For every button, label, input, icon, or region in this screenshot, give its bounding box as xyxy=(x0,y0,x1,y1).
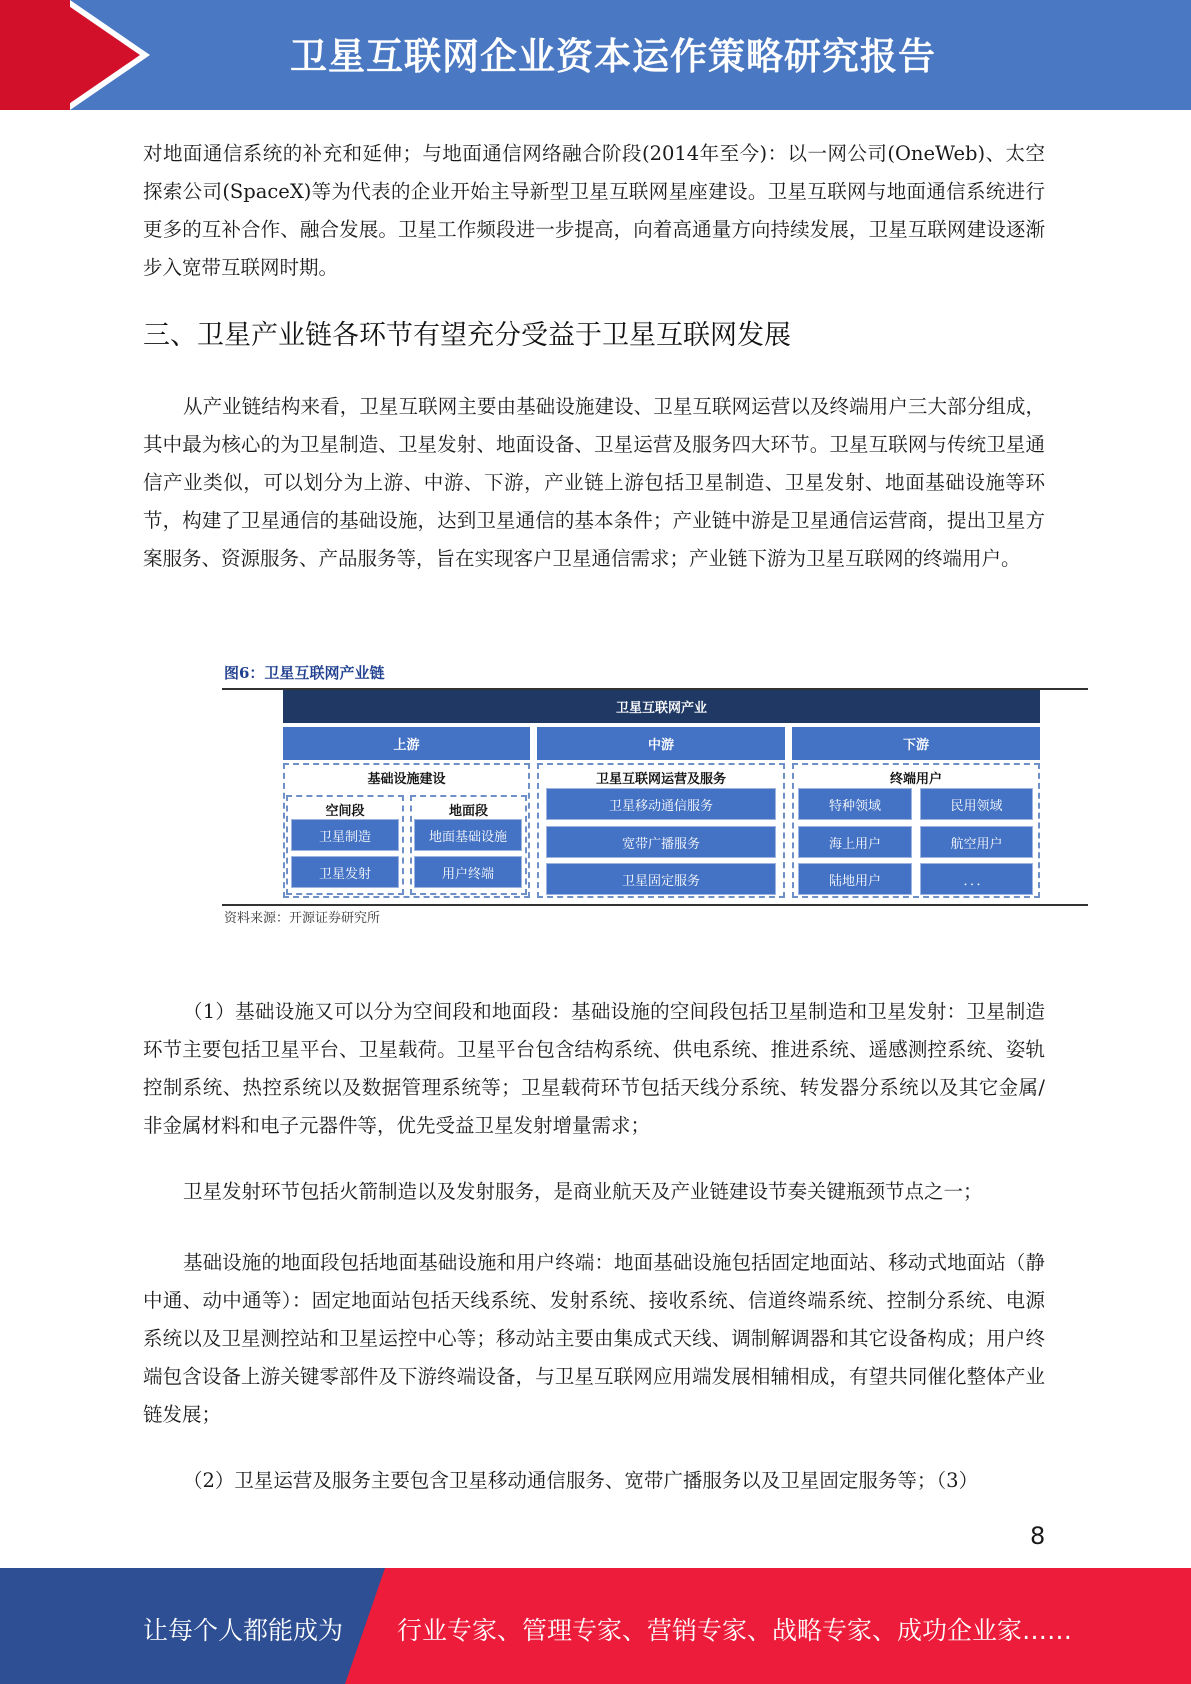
satellite-launch-box: 卫星发射 xyxy=(291,856,399,888)
figure-bottom-rule xyxy=(222,904,1088,906)
figure-source: 资料来源：开源证券研究所 xyxy=(224,911,381,926)
page-header xyxy=(0,0,1191,110)
special-field-box: 特种领域 xyxy=(798,788,912,820)
footer-blue-slant xyxy=(345,1568,385,1684)
ground-infrastructure-box: 地面基础设施 xyxy=(414,819,522,851)
page-footer xyxy=(0,1568,1191,1684)
paragraph-5-block xyxy=(143,1244,1045,1434)
paragraph-4-block xyxy=(143,1173,1045,1211)
paragraph-6: （2）卫星运营及服务主要包含卫星移动通信服务、宽带广播服务以及卫星固定服务等；（3） xyxy=(183,1469,979,1492)
infra-label: 基础设施建设 xyxy=(367,772,446,787)
chain-top-box: 卫星互联网产业 xyxy=(283,690,1040,723)
ground-segment-label: 地面段 xyxy=(448,804,488,819)
footer-slogan-left: 让每个人都能成为 xyxy=(143,1616,344,1645)
paragraph-1: 对地面通信系统的补充和延伸；与地面通信网络融合阶段(2014年至今)：以一网公司(OneWeb)、太空探索公司(SpaceX)等为代表的企业开始主导新型卫星互联网星座建设。卫星互联网与地面通信系统进行更多的互补合作、融合发展。卫星工作频段进一步提高，向着高通量方向持续发展，卫星互联网建设逐渐步入宽带互联网时期。 xyxy=(143,142,1045,279)
paragraph-1-block xyxy=(143,135,1045,287)
header-chevron-red xyxy=(60,0,140,110)
paragraph-2-block xyxy=(143,388,1045,578)
footer-slogan-right: 行业专家、管理专家、营销专家、战略专家、成功企业家…… xyxy=(397,1616,1073,1645)
maritime-users-box: 海上用户 xyxy=(798,826,912,858)
figure-title: 图6：卫星互联网产业链 xyxy=(224,664,385,682)
satellite-manufacturing-box: 卫星制造 xyxy=(291,819,399,851)
paragraph-6-block xyxy=(143,1462,1045,1500)
upstream-header: 上游 xyxy=(283,727,530,760)
paragraph-4: 卫星发射环节包括火箭制造以及发射服务，是商业航天及产业链建设节奏关键瓶颈节点之一； xyxy=(183,1180,983,1203)
page-number: 8 xyxy=(1030,1522,1046,1550)
paragraph-3: （1）基础设施又可以分为空间段和地面段：基础设施的空间段包括卫星制造和卫星发射：卫星制造环节主要包括卫星平台、卫星载荷。卫星平台包含结构系统、供电系统、推进系统、遥感测控系统、姿轨控制系统、热控系统以及数据管理系统等；卫星载荷环节包括天线分系统、转发器分系统以及其它金属/非金属材料和电子元器件等，优先受益卫星发射增量需求； xyxy=(143,1000,1045,1137)
midstream-header: 中游 xyxy=(537,727,785,760)
paragraph-2: 从产业链结构来看，卫星互联网主要由基础设施建设、卫星互联网运营以及终端用户三大部分组成，其中最为核心的为卫星制造、卫星发射、地面设备、卫星运营及服务四大环节。卫星互联网与传统卫星通信产业类似，可以划分为上游、中游、下游，产业链上游包括卫星制造、卫星发射、地面基础设施等环节，构建了卫星通信的基础设施，达到卫星通信的基本条件；产业链中游是卫星通信运营商，提出卫星方案服务、资源服务、产品服务等，旨在实现客户卫星通信需求；产业链下游为卫星互联网的终端用户。 xyxy=(143,395,1045,570)
broadband-service-box: 宽带广播服务 xyxy=(546,826,776,858)
paragraph-5: 基础设施的地面段包括地面基础设施和用户终端：地面基础设施包括固定地面站、移动式地面站（静中通、动中通等）：固定地面站包括天线系统、发射系统、接收系统、信道终端系统、控制分系统、电源系统以及卫星测控站和卫星运控中心等；移动站主要由集成式天线、调制解调器和其它设备构成；用户终端包含设备上游关键零部件及下游终端设备，与卫星互联网应用端发展相辅相成，有望共同催化整体产业链发展； xyxy=(143,1251,1045,1426)
civil-field-box: 民用领域 xyxy=(920,788,1033,820)
report-title: 卫星互联网企业资本运作策略研究报告 xyxy=(290,35,936,78)
downstream-header: 下游 xyxy=(792,727,1040,760)
operations-label: 卫星互联网运营及服务 xyxy=(595,772,726,787)
section-heading: 三、卫星产业链各环节有望充分受益于卫星互联网发展 xyxy=(143,320,791,351)
end-users-label: 终端用户 xyxy=(889,772,942,787)
land-users-box: 陆地用户 xyxy=(798,863,912,895)
aviation-users-box: 航空用户 xyxy=(920,826,1033,858)
fixed-service-box: 卫星固定服务 xyxy=(546,863,776,895)
more-users-box: ．．． xyxy=(920,863,1033,895)
user-terminal-box: 用户终端 xyxy=(414,856,522,888)
space-segment-label: 空间段 xyxy=(325,804,365,819)
paragraph-3-block xyxy=(143,993,1045,1145)
mobile-service-box: 卫星移动通信服务 xyxy=(546,788,776,820)
